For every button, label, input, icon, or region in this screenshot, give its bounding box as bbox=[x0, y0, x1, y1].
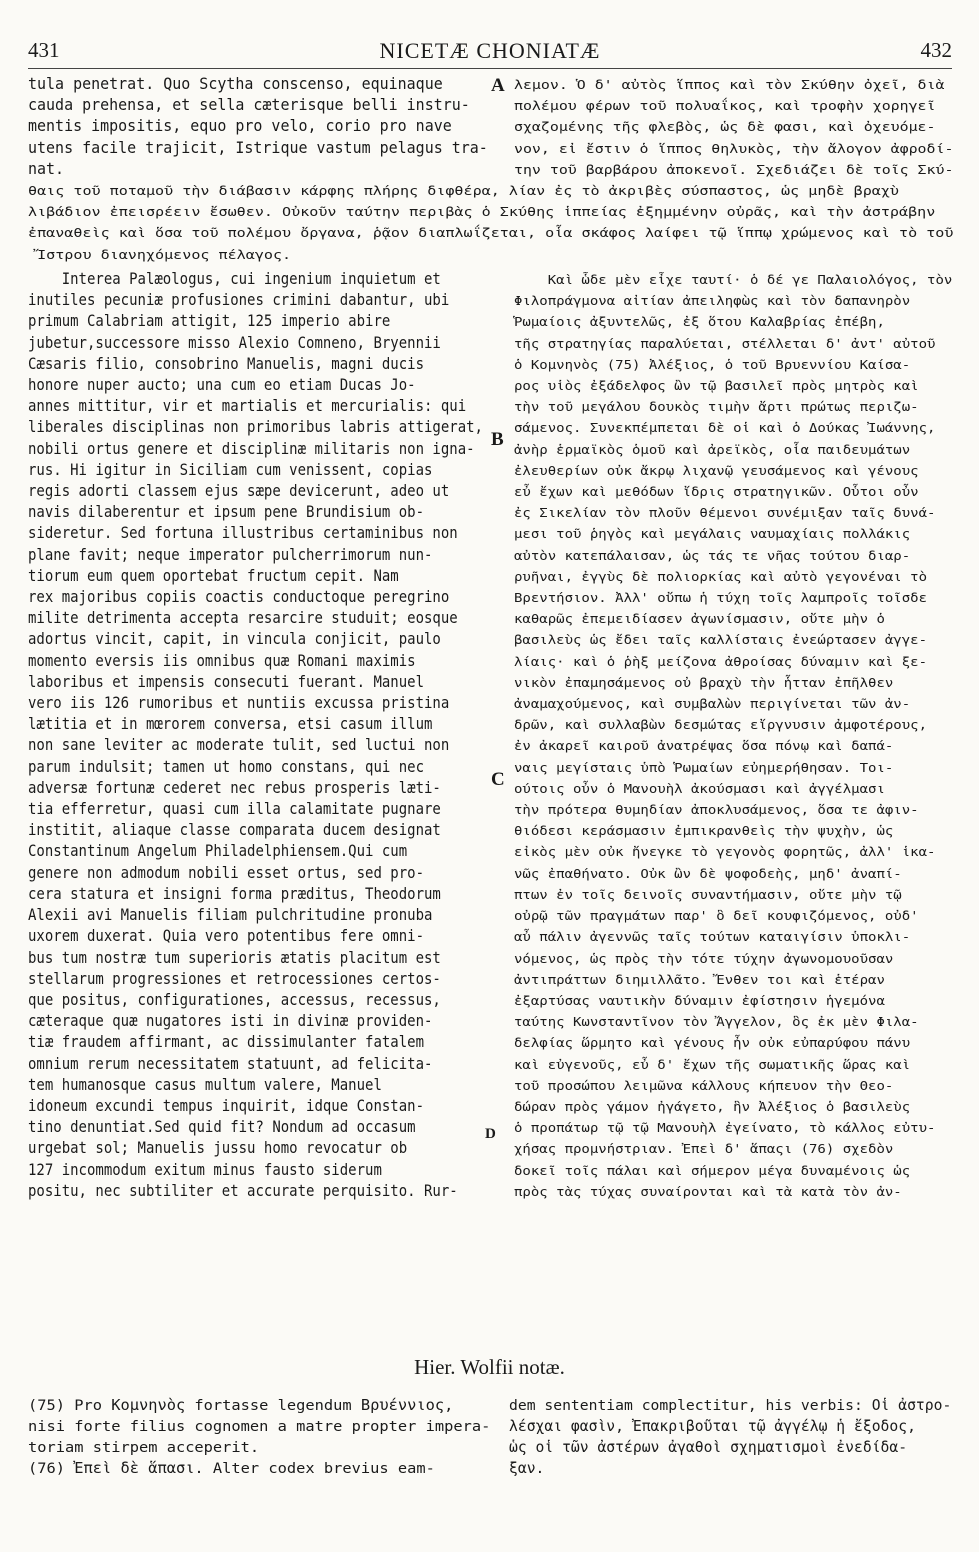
page-number-left: 431 bbox=[28, 38, 60, 62]
margin-letter-b: B bbox=[491, 429, 504, 450]
greek-spanning-passage: θαις τοῦ ποταμοῦ τὴν διάβασιν κάρφης πλήρης διφθέρα, λίαν ἐς τὸ ἀκριβὲς σύσπαστος, ὡς μηδὲ βραχὺ λιβάδιον ἐπεισρέειν ἔσωθεν. Οὐκοῦν ταύτην περιβὰς ὁ Σκύθης ἱππείας ἐξημμένην οὐρᾶς, καὶ τὴν ἀστράβην ἐπαναθεὶς καὶ ὅσα τοῦ πολέμου ὄργανα, ῥᾷον διαπλωΐζεται, οἷα σκάφος λαίφει τῷ ἵππῳ χρώμενος καὶ τὸ τοῦ Ἴστρου διανηχόμενος πέλαγος. bbox=[28, 183, 954, 262]
latin-main-column: Interea Palæologus, cui ingenium inquietum et inutiles pecuniæ profusiones crimini dabantur, ubi primum Calabriam attigit, 125 imperio abire jubetur,successore misso Alexio Comneno, Bryennii Cæsaris filio, consobrino Manuelis, magni ducis honore nuper aucto; una cum eo etiam Ducas Jo- annes mittitur, vir et martialis et mercurialis: qui liberales disciplinas non primoribus labris attigerat, nobili ortus genere et disciplinæ militaris non igna- rus. Hi igitur in Siciliam cum venissent, copias regis adorti classem ejus sæpe devicerunt, adeo ut navis dilaberentur et ipsum pene Brundisium ob- sideretur. Sed fortuna illustribus certaminibus non plane favit; neque imperator pulcherrimorum nun- tiorum eum quem oportebat fructum cepit. Nam rex majoribus copiis coactis conductoque peregrino milite detrimenta accepta resarcire studuit; eosque adortus vincit, capit, in vincula conjicit, paulo momento eversis iis omnibus quæ Romani maximis laboribus et impensis consecuti fuerant. Manuel vero iis 126 rumoribus et nuntiis excussa pristina lætitia et in mœrorem conversa, etsi casum illum non sane leviter ac moderate tulit, sed luctui non parum indulsit; tamen ut homo constans, qui nec adversæ fortunæ cederet nec rebus prosperis læti- tia efferretur, quasi cum illa calamitate pugnare institit, aliaque classe comparata ducem designat Constantinum Angelum Philadelphiensem.Qui cum genere non admodum nobili esset ortus, sed pro- cera statura et insigni forma præditus, Theodorum Alexii avi Manuelis filiam pulchritudine pronuba uxorem duxerat. Quia vero potentibus fere omni- bus tum nostræ tum superioris ætatis placitum est stellarum progressiones et retrocessiones certos- que positus, configurationes, accessus, recessus, cæteraque quæ nugatores isti in divinæ providen- tiæ fraudem affirmant, ac dissimulanter fatalem omnium rerum necessitatem statuunt, ad felicita- tem humanosque casus multum valere, Manuel idoneum excundi tempus inquirit, idque Constan- tino denuntiat.Sed quid fit? Nondum ad occasum urgebat sol; Manuelis jussu homo revocatur ob 127 incommodum exitum minus fausto siderum positu, nec subtiliter et accurate perquisito. Rur- bbox=[28, 270, 483, 1200]
margin-letter-c: C bbox=[491, 769, 505, 790]
greek-main-column: Καὶ ὧδε μὲν εἶχε ταυτί· ὁ δέ γε Παλαιολόγος, τὸν Φιλοπράγμονα αἰτίαν ἀπειληφὼς καὶ τὸν δαπανηρὸν Ῥωμαίοις ἀξυντελῶς, ἐξ ὅτου Καλαβρίας ἐπέβη, τῆς στρατηγίας παραλύεται, στέλλεται δ' ἀντ' αὐτοῦ ὁ Κομνηνὸς (75) Ἀλέξιος, ὁ τοῦ Βρυεννίου Καίσα- ρος υἱὸς ἐξάδελφος ὢν τῷ βασιλεῖ πρὸς μητρὸς καὶ τὴν τοῦ μεγάλου δουκὸς τιμὴν ἄρτι πρώτως περιζω- σάμενος. Συνεκπέμπεται δὲ οἱ καὶ ὁ Δούκας Ἰωάννης, ἀνὴρ ἑρμαϊκὸς ὁμοῦ καὶ ἀρεϊκὸς, οἷα παιδευμάτων ἐλευθερίων οὐκ ἄκρῳ λιχανῷ γευσάμενος καὶ γένους εὖ ἔχων καὶ μεθόδων ἴδρις στρατηγικῶν. Οὗτοι οὖν ἐς Σικελίαν τὸν πλοῦν θέμενοι συνέμιξαν ταῖς δυνά- μεσι τοῦ ῥηγὸς καὶ μεγάλαις ναυμαχίαις πολλάκις αὐτὸν κατεπάλαισαν, ὡς τάς τε νῆας τούτου διαρ- ρυῆναι, ἐγγὺς δὲ πολιορκίας καὶ αὐτὸ γεγονέναι τὸ Βρεντήσιον. Ἀλλ' οὔπω ἡ τύχη τοῖς λαμπροῖς τοῖσδε καθαρῶς ἐπεμειδίασεν ἀγωνίσμασιν, οὔτε μὴν ὁ βασιλεὺς ὡς ἔδει ταῖς καλλίσταις ἐνεώρτασεν ἀγγε- λίαις· καὶ ὁ ῥὴξ μείζονα ἀθροίσας δύναμιν καὶ ξε- νικὸν ἐπαμησάμενος οὐ βραχὺ τὴν ἧτταν ἐπῆλθεν ἀναμαχούμενος, καὶ συμβαλὼν περιγίνεται τῶν ἀν- δρῶν, καὶ συλλαβὼν δεσμώτας εἴργνυσιν ἀμφοτέρους, ἐν ἀκαρεῖ καιροῦ ἀνατρέψας ὅσα πόνῳ καὶ δαπά- ναις μεγίσταις ὑπὸ Ῥωμαίων εὐημερήθησαν. Τοι- ούτοις οὖν ὁ Μανουὴλ ἀκούσμασι καὶ ἀγγέλμασι τὴν πρότερα θυμηδίαν ἀποκλυσάμενος, ὅσα τε ἀφιν- θιόδεσι κεράσμασιν ἐμπικρανθεὶς τὴν ψυχὴν, ὡς εἰκὸς μὲν οὐκ ἤνεγκε τὸ γεγονὸς φορητῶς, ἀλλ' ἱκα- νῶς ἐπαθήνατο. Οὐκ ὢν δὲ ψοφοδεὴς, μηδ' ἀναπί- πτων ἐν τοῖς δεινοῖς συναντήμασιν, οὔτε μὴν τῷ οὐρῷ τῶν πραγμάτων παρ' ὃ δεῖ κουφιζόμενος, οὐδ' αὖ πάλιν ἀγεννῶς ταῖς τούτων καταιγίσιν ὑποκλι- νόμενος, ὡς πρὸς τὴν τότε τύχην ἀγωνομουοῦσαν ἀντιπράττων διημιλλᾶτο. Ἔνθεν τοι καὶ ἑτέραν ἐξαρτύσας ναυτικὴν δύναμιν ἐφίστησιν ἡγεμόνα ταύτης Κωνσταντῖνον τὸν Ἄγγελον, ὃς ἐκ μὲν Φιλα- δελφίας ὥρμητο καὶ γένους ἦν οὐκ εὐπαρύφου πάνυ καὶ εὐγενοῦς, εὖ δ' ἔχων τῆς σωματικῆς ὥρας καὶ τοῦ προσώπου λειμῶνα κάλλους κήπευον τὴν Θεο- δώραν πρὸς γάμον ἠγάγετο, ἣν Ἀλέξιος ὁ βασιλεὺς ὁ προπάτωρ τῷ τῷ Μανουὴλ ἐγείνατο, τὸ κάλλος εὐτυ- χήσας προμνήστριαν. Ἐπεὶ δ' ἅπαςι (76) σχεδὸν δοκεῖ τοῖς πάλαι καὶ σήμερον μέγα δυναμένοις ὡς πρὸς τὰς τύχας συναίρονται καὶ τὰ κατὰ τὸν ἀν- bbox=[514, 272, 953, 1199]
greek-top-paragraph: λεμον. Ὁ δ' αὐτὸς ἵππος καὶ τὸν Σκύθην ὀχεῖ, διὰ πολέμου φέρων τοῦ πολυαΐκος, καὶ τροφὴν χορηγεῖ σχαζομένης τῆς φλεβὸς, ὡς δὲ φασι, καὶ ὀχευόμε- νον, εἰ ἔστιν ὁ ἵππος θηλυκὸς, τὴν ἄλογον ἀφροδί- την τοῦ βαρβάρου ἀποκενοῖ. Σχεδιάζει δὲ τοῖς Σκύ- bbox=[514, 77, 954, 177]
margin-letter-d: D bbox=[485, 1126, 496, 1142]
running-title: NICETÆ CHONIATÆ bbox=[379, 38, 601, 63]
page-header bbox=[28, 38, 952, 69]
latin-top-paragraph: tula penetrat. Quo Scytha conscenso, equinaque cauda prehensa, et sella cæterisque belli instru- mentis impositis, equo pro velo, corio pro nave utens facile trajicit, Istrique vastum pelagus tra- nat. bbox=[28, 75, 488, 178]
notes-right-column: dem sententiam complectitur, his verbis: Οἱ ἀστρο- λέσχαι φασὶν, Ἐπακριβοῦται τῷ ἀγγέλῳ ἡ ἔξοδος, ὡς οἱ τῶν ἀστέρων ἀγαθοὶ σχηματισμοὶ ἐνεδίδα- ξαν. bbox=[509, 1397, 952, 1477]
margin-letter-a: A bbox=[491, 75, 505, 96]
page-number-right: 432 bbox=[920, 38, 952, 62]
notes-title: Hier. Wolfii notæ. bbox=[414, 1355, 565, 1379]
notes-left-column: (75) Pro Κομνηνὸς fortasse legendum Βρυέννιος, nisi forte filius cognomen a matre propter impera- toriam stirpem acceperit. (76) Ἐπεὶ δὲ ἅπασι. Alter codex brevius eam- bbox=[28, 1397, 491, 1477]
